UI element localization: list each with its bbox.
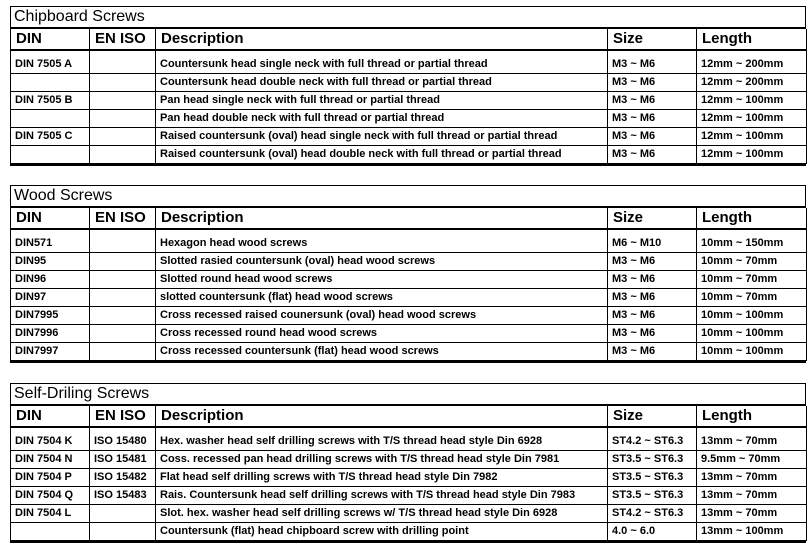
cell-size: M3 ~ M6 bbox=[608, 325, 697, 343]
header-row bbox=[11, 208, 807, 229]
cell-description: Slot. hex. washer head self drilling screws w/ T/S thread head style Din 6928 bbox=[156, 505, 608, 523]
table-row bbox=[11, 253, 807, 271]
cell-en-iso bbox=[90, 343, 156, 361]
col-en-iso: EN ISO bbox=[90, 406, 156, 427]
col-size: Size bbox=[608, 29, 697, 50]
cell-length: 10mm ~ 100mm bbox=[697, 307, 807, 325]
table-row bbox=[11, 505, 807, 523]
col-size: Size bbox=[608, 406, 697, 427]
table-row bbox=[11, 92, 807, 110]
table-row bbox=[11, 523, 807, 541]
cell-size: M3 ~ M6 bbox=[608, 92, 697, 110]
self-drilling-table bbox=[10, 406, 807, 541]
cell-en-iso bbox=[90, 307, 156, 325]
cell-en-iso: ISO 15481 bbox=[90, 451, 156, 469]
cell-size: ST3.5 ~ ST6.3 bbox=[608, 469, 697, 487]
col-description: Description bbox=[156, 208, 608, 229]
cell-en-iso: ISO 15482 bbox=[90, 469, 156, 487]
cell-description: Pan head double neck with full thread or partial thread bbox=[156, 110, 608, 128]
cell-description: slotted countersunk (flat) head wood screws bbox=[156, 289, 608, 307]
cell-length: 13mm ~ 70mm bbox=[697, 427, 807, 451]
cell-description: Hex. washer head self drilling screws with T/S thread head style Din 6928 bbox=[156, 427, 608, 451]
cell-description: Flat head self drilling screws with T/S thread head style Din 7982 bbox=[156, 469, 608, 487]
cell-size: M3 ~ M6 bbox=[608, 50, 697, 74]
table-row bbox=[11, 74, 807, 92]
col-length: Length bbox=[697, 406, 807, 427]
cell-en-iso bbox=[90, 523, 156, 541]
chipboard-table bbox=[10, 29, 807, 164]
table-row bbox=[11, 229, 807, 253]
cell-description: Rais. Countersunk head self drilling screws with T/S thread head style Din 7983 bbox=[156, 487, 608, 505]
section-title: Self-Driling Screws bbox=[10, 383, 806, 406]
section-divider bbox=[10, 361, 806, 363]
table-row bbox=[11, 325, 807, 343]
table-row bbox=[11, 469, 807, 487]
cell-size: ST4.2 ~ ST6.3 bbox=[608, 427, 697, 451]
cell-description: Coss. recessed pan head drilling screws with T/S thread head style Din 7981 bbox=[156, 451, 608, 469]
cell-en-iso bbox=[90, 92, 156, 110]
cell-length: 12mm ~ 200mm bbox=[697, 50, 807, 74]
col-length: Length bbox=[697, 29, 807, 50]
cell-din bbox=[11, 74, 90, 92]
cell-length: 10mm ~ 100mm bbox=[697, 343, 807, 361]
cell-en-iso bbox=[90, 325, 156, 343]
cell-din: DIN 7504 L bbox=[11, 505, 90, 523]
table-row bbox=[11, 451, 807, 469]
cell-length: 10mm ~ 150mm bbox=[697, 229, 807, 253]
cell-description: Raised countersunk (oval) head single neck with full thread or partial thread bbox=[156, 128, 608, 146]
cell-en-iso: ISO 15480 bbox=[90, 427, 156, 451]
cell-length: 12mm ~ 100mm bbox=[697, 110, 807, 128]
cell-din: DIN 7505 B bbox=[11, 92, 90, 110]
col-length: Length bbox=[697, 208, 807, 229]
cell-size: M3 ~ M6 bbox=[608, 128, 697, 146]
cell-din bbox=[11, 110, 90, 128]
cell-size: ST3.5 ~ ST6.3 bbox=[608, 487, 697, 505]
header-row bbox=[11, 406, 807, 427]
table-row bbox=[11, 427, 807, 451]
col-description: Description bbox=[156, 406, 608, 427]
cell-en-iso bbox=[90, 146, 156, 164]
cell-din: DIN7996 bbox=[11, 325, 90, 343]
cell-description: Cross recessed countersunk (flat) head wood screws bbox=[156, 343, 608, 361]
section-chipboard-screws bbox=[10, 6, 806, 166]
cell-description: Cross recessed round head wood screws bbox=[156, 325, 608, 343]
cell-din: DIN 7505 A bbox=[11, 50, 90, 74]
cell-size: 4.0 ~ 6.0 bbox=[608, 523, 697, 541]
cell-en-iso bbox=[90, 128, 156, 146]
cell-length: 10mm ~ 70mm bbox=[697, 253, 807, 271]
table-row bbox=[11, 343, 807, 361]
col-din: DIN bbox=[11, 406, 90, 427]
cell-size: M3 ~ M6 bbox=[608, 146, 697, 164]
cell-length: 12mm ~ 200mm bbox=[697, 74, 807, 92]
cell-din: DIN95 bbox=[11, 253, 90, 271]
cell-length: 13mm ~ 70mm bbox=[697, 487, 807, 505]
cell-size: M3 ~ M6 bbox=[608, 271, 697, 289]
cell-size: M3 ~ M6 bbox=[608, 74, 697, 92]
table-row bbox=[11, 289, 807, 307]
cell-din: DIN96 bbox=[11, 271, 90, 289]
cell-length: 13mm ~ 70mm bbox=[697, 505, 807, 523]
cell-size: M3 ~ M6 bbox=[608, 307, 697, 325]
cell-din: DIN7997 bbox=[11, 343, 90, 361]
table-row bbox=[11, 487, 807, 505]
col-en-iso: EN ISO bbox=[90, 208, 156, 229]
header-row bbox=[11, 29, 807, 50]
cell-length: 12mm ~ 100mm bbox=[697, 146, 807, 164]
cell-length: 10mm ~ 100mm bbox=[697, 325, 807, 343]
col-din: DIN bbox=[11, 208, 90, 229]
cell-description: Slotted rasied countersunk (oval) head wood screws bbox=[156, 253, 608, 271]
section-divider bbox=[10, 541, 806, 543]
table-row bbox=[11, 50, 807, 74]
cell-en-iso bbox=[90, 74, 156, 92]
section-title: Chipboard Screws bbox=[10, 6, 806, 29]
cell-description: Countersunk head single neck with full thread or partial thread bbox=[156, 50, 608, 74]
table-row bbox=[11, 128, 807, 146]
cell-description: Pan head single neck with full thread or partial thread bbox=[156, 92, 608, 110]
cell-description: Raised countersunk (oval) head double neck with full thread or partial thread bbox=[156, 146, 608, 164]
section-self-drilling-screws bbox=[10, 383, 806, 543]
cell-en-iso bbox=[90, 271, 156, 289]
cell-en-iso bbox=[90, 253, 156, 271]
cell-length: 12mm ~ 100mm bbox=[697, 92, 807, 110]
cell-din bbox=[11, 146, 90, 164]
cell-size: M3 ~ M6 bbox=[608, 110, 697, 128]
cell-length: 9.5mm ~ 70mm bbox=[697, 451, 807, 469]
cell-description: Countersunk (flat) head chipboard screw with drilling point bbox=[156, 523, 608, 541]
cell-size: M3 ~ M6 bbox=[608, 253, 697, 271]
cell-size: M6 ~ M10 bbox=[608, 229, 697, 253]
cell-length: 12mm ~ 100mm bbox=[697, 128, 807, 146]
section-divider bbox=[10, 164, 806, 166]
cell-size: M3 ~ M6 bbox=[608, 343, 697, 361]
table-row bbox=[11, 271, 807, 289]
cell-din: DIN 7504 K bbox=[11, 427, 90, 451]
col-size: Size bbox=[608, 208, 697, 229]
cell-en-iso bbox=[90, 229, 156, 253]
cell-din: DIN 7504 Q bbox=[11, 487, 90, 505]
cell-size: ST4.2 ~ ST6.3 bbox=[608, 505, 697, 523]
col-description: Description bbox=[156, 29, 608, 50]
col-en-iso: EN ISO bbox=[90, 29, 156, 50]
wood-table bbox=[10, 208, 807, 361]
cell-size: ST3.5 ~ ST6.3 bbox=[608, 451, 697, 469]
cell-description: Cross recessed raised counersunk (oval) head wood screws bbox=[156, 307, 608, 325]
col-din: DIN bbox=[11, 29, 90, 50]
cell-en-iso bbox=[90, 50, 156, 74]
table-row bbox=[11, 110, 807, 128]
cell-length: 10mm ~ 70mm bbox=[697, 271, 807, 289]
cell-en-iso bbox=[90, 505, 156, 523]
cell-en-iso: ISO 15483 bbox=[90, 487, 156, 505]
cell-din: DIN571 bbox=[11, 229, 90, 253]
cell-description: Slotted round head wood screws bbox=[156, 271, 608, 289]
cell-length: 10mm ~ 70mm bbox=[697, 289, 807, 307]
cell-length: 13mm ~ 70mm bbox=[697, 469, 807, 487]
cell-din: DIN 7504 P bbox=[11, 469, 90, 487]
cell-description: Hexagon head wood screws bbox=[156, 229, 608, 253]
cell-din bbox=[11, 523, 90, 541]
cell-din: DIN7995 bbox=[11, 307, 90, 325]
table-row bbox=[11, 307, 807, 325]
cell-din: DIN97 bbox=[11, 289, 90, 307]
cell-din: DIN 7505 C bbox=[11, 128, 90, 146]
cell-length: 13mm ~ 100mm bbox=[697, 523, 807, 541]
section-title: Wood Screws bbox=[10, 185, 806, 208]
cell-en-iso bbox=[90, 289, 156, 307]
cell-en-iso bbox=[90, 110, 156, 128]
cell-description: Countersunk head double neck with full thread or partial thread bbox=[156, 74, 608, 92]
cell-size: M3 ~ M6 bbox=[608, 289, 697, 307]
cell-din: DIN 7504 N bbox=[11, 451, 90, 469]
table-row bbox=[11, 146, 807, 164]
section-wood-screws bbox=[10, 185, 806, 363]
